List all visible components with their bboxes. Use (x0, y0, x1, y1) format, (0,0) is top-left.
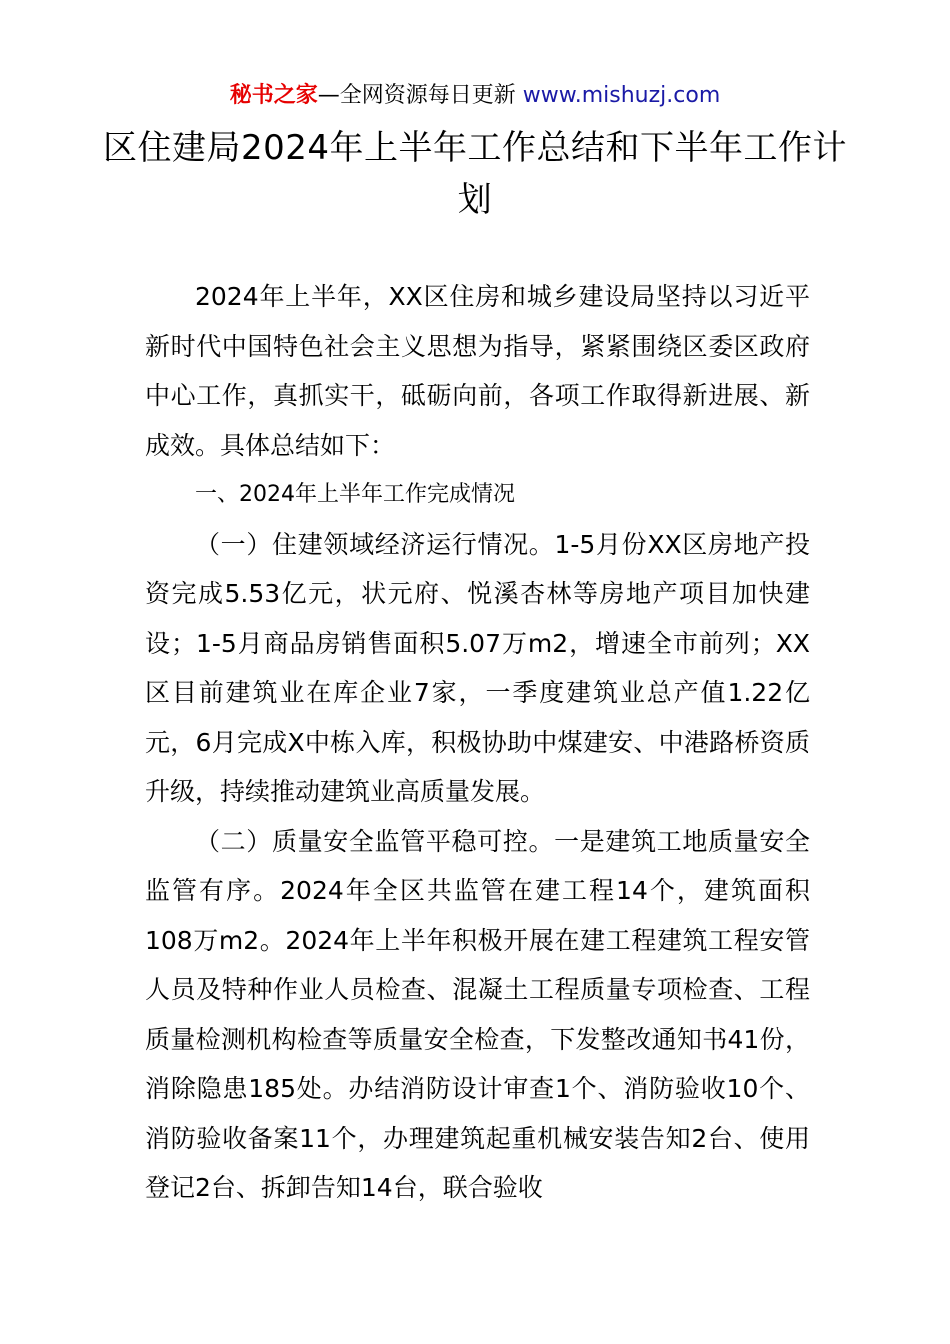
document-title: 区住建局2024年上半年工作总结和下半年工作计划 (102, 128, 848, 220)
section-heading: 一、2024年上半年工作完成情况 (195, 482, 515, 507)
watermark-header (0, 80, 950, 112)
document-body (145, 272, 810, 1213)
header-tagline: —全网资源每日更新 (317, 83, 523, 108)
brand-name: 秘书之家 (229, 83, 318, 108)
body-paragraph: （二）质量安全监管平稳可控。一是建筑工地质量安全监管有序。2024年全区共监管在建工程14个，建筑面积108万m2。2024年上半年积极开展在建工程建筑工程安管人员及特种作业人员检查、混凝土工程质量专项检查、工程质量检测机构检查等质量安全检查，下发整改通知书41份，消除隐患185处。办结消防设计审查1个、消防验收10个、消防验收备案11个，办理建筑起重机械安装告知2台、使用登记2台、拆卸告知14台，联合验收 (145, 826, 810, 1202)
body-paragraph: （一）住建领域经济运行情况。1-5月份XX区房地产投资完成5.53亿元，状元府、悦溪杏林等房地产项目加快建设；1-5月商品房销售面积5.07万m2，增速全市前列；XX区目前建筑业在库企业7家，一季度建筑业总产值1.22亿元，6月完成X中栋入库，积极协助中煤建安、中港路桥资质升级，持续推动建筑业高质量发展。 (145, 529, 810, 806)
intro-paragraph: 2024年上半年，XX区住房和城乡建设局坚持以习近平新时代中国特色社会主义思想为指导，紧紧围绕区委区政府中心工作，真抓实干，砥砺向前，各项工作取得新进展、新成效。具体总结如下： (145, 282, 810, 460)
site-link[interactable]: www.mishuzj.com (522, 83, 721, 108)
